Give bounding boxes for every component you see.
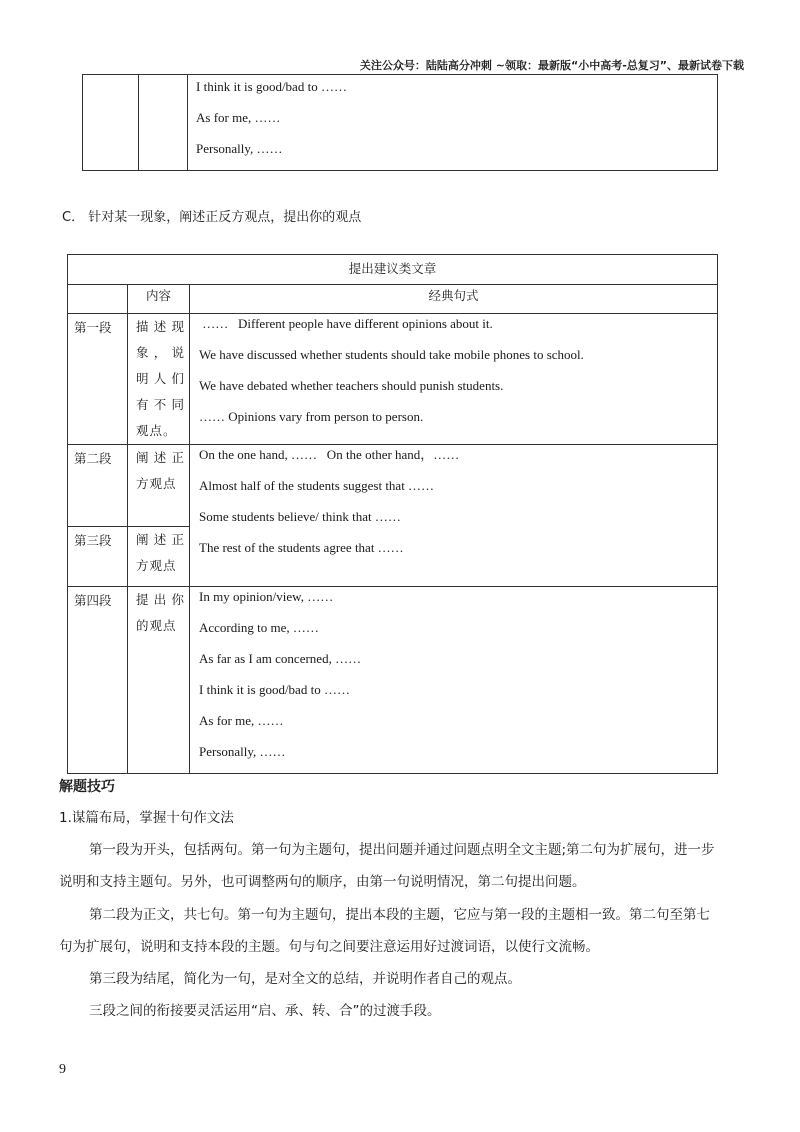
table-title: 提出建议类文章 (68, 255, 718, 285)
sentence-line: The rest of the students agree that …… (199, 540, 404, 555)
header-sentences: 经典句式 (190, 285, 718, 314)
header-empty-cell (68, 285, 128, 314)
paragraph-line: 第三段为结尾，简化为一句，是对全文的总结，并说明作者自己的观点。 (89, 971, 521, 987)
sentence-line: We have discussed whether students should take mobile phones to school. (199, 347, 584, 362)
paragraph-label: 第二段 (68, 445, 128, 527)
paragraph-content: 阐述正方观点 (128, 527, 190, 587)
sentence-patterns (190, 445, 718, 587)
sentence-line: Personally, …… (199, 744, 286, 759)
section-c-heading: C． 针对某一现象，阐述正反方观点，提出你的观点 (62, 210, 362, 225)
sentence-line: As far as I am concerned, …… (199, 651, 362, 666)
sentence-line: I think it is good/bad to …… (196, 79, 347, 94)
paragraph-line: 第二段为正文，共七句。第一句为主题句，提出本段的主题，它应与第一段的主题相一致。第二句至第七 (89, 907, 710, 923)
paragraph-line: 第一段为开头，包括两句。第一句为主题句，提出问题并通过问题点明全文主题;第二句为扩展句，进一步 (89, 842, 715, 858)
header-content: 内容 (128, 285, 190, 314)
paragraph-label: 第三段 (68, 527, 128, 587)
paragraph-content: 阐述正方观点 (128, 445, 190, 527)
techniques-heading: 解题技巧 (59, 779, 115, 795)
sentence-line: Some students believe/ think that …… (199, 509, 401, 524)
paragraph-content: 提出你的观点 (128, 587, 190, 774)
paragraph-line: 说明和支持主题句。另外，也可调整两句的顺序，由第一句说明情况，第二句提出问题。 (59, 874, 586, 890)
sentence-line: …… Different people have different opinions about it. (199, 316, 493, 331)
top-table-empty-cell-2 (139, 75, 188, 171)
sentence-line: In my opinion/view, …… (199, 589, 334, 604)
paragraph-line: 三段之间的衔接要灵活运用“启、承、转、合”的过渡手段。 (89, 1003, 441, 1019)
sentence-line: According to me, …… (199, 620, 319, 635)
paragraph-label: 第一段 (68, 314, 128, 445)
sentence-line: I think it is good/bad to …… (199, 682, 350, 697)
top-table-fragment (82, 74, 718, 171)
techniques-subheading: 1.谋篇布局，掌握十句作文法 (59, 810, 234, 826)
sentence-line: On the one hand, …… On the other hand，…… (199, 447, 460, 462)
suggestion-essay-table (67, 254, 718, 774)
top-table-sentences (188, 75, 718, 171)
sentence-line: As for me, …… (196, 110, 281, 125)
sentence-patterns (190, 314, 718, 445)
sentence-line: As for me, …… (199, 713, 284, 728)
paragraph-label: 第四段 (68, 587, 128, 774)
sentence-line: Almost half of the students suggest that …… (199, 478, 435, 493)
paragraph-content: 描述现象，说明人们有不同观点。 (128, 314, 190, 445)
paragraph-line: 句为扩展句，说明和支持本段的主题。句与句之间要注意运用好过渡词语，以使行文流畅。 (59, 939, 599, 955)
top-table-empty-cell-1 (83, 75, 139, 171)
sentence-patterns (190, 587, 718, 774)
page-header: 关注公众号：陆陆高分冲刺 ~领取：最新版“小中高考-总复习”、最新试卷下载 (359, 59, 744, 72)
page-number: 9 (59, 1062, 66, 1077)
sentence-line: Personally, …… (196, 141, 283, 156)
sentence-line: We have debated whether teachers should punish students. (199, 378, 504, 393)
sentence-line: …… Opinions vary from person to person. (199, 409, 424, 424)
